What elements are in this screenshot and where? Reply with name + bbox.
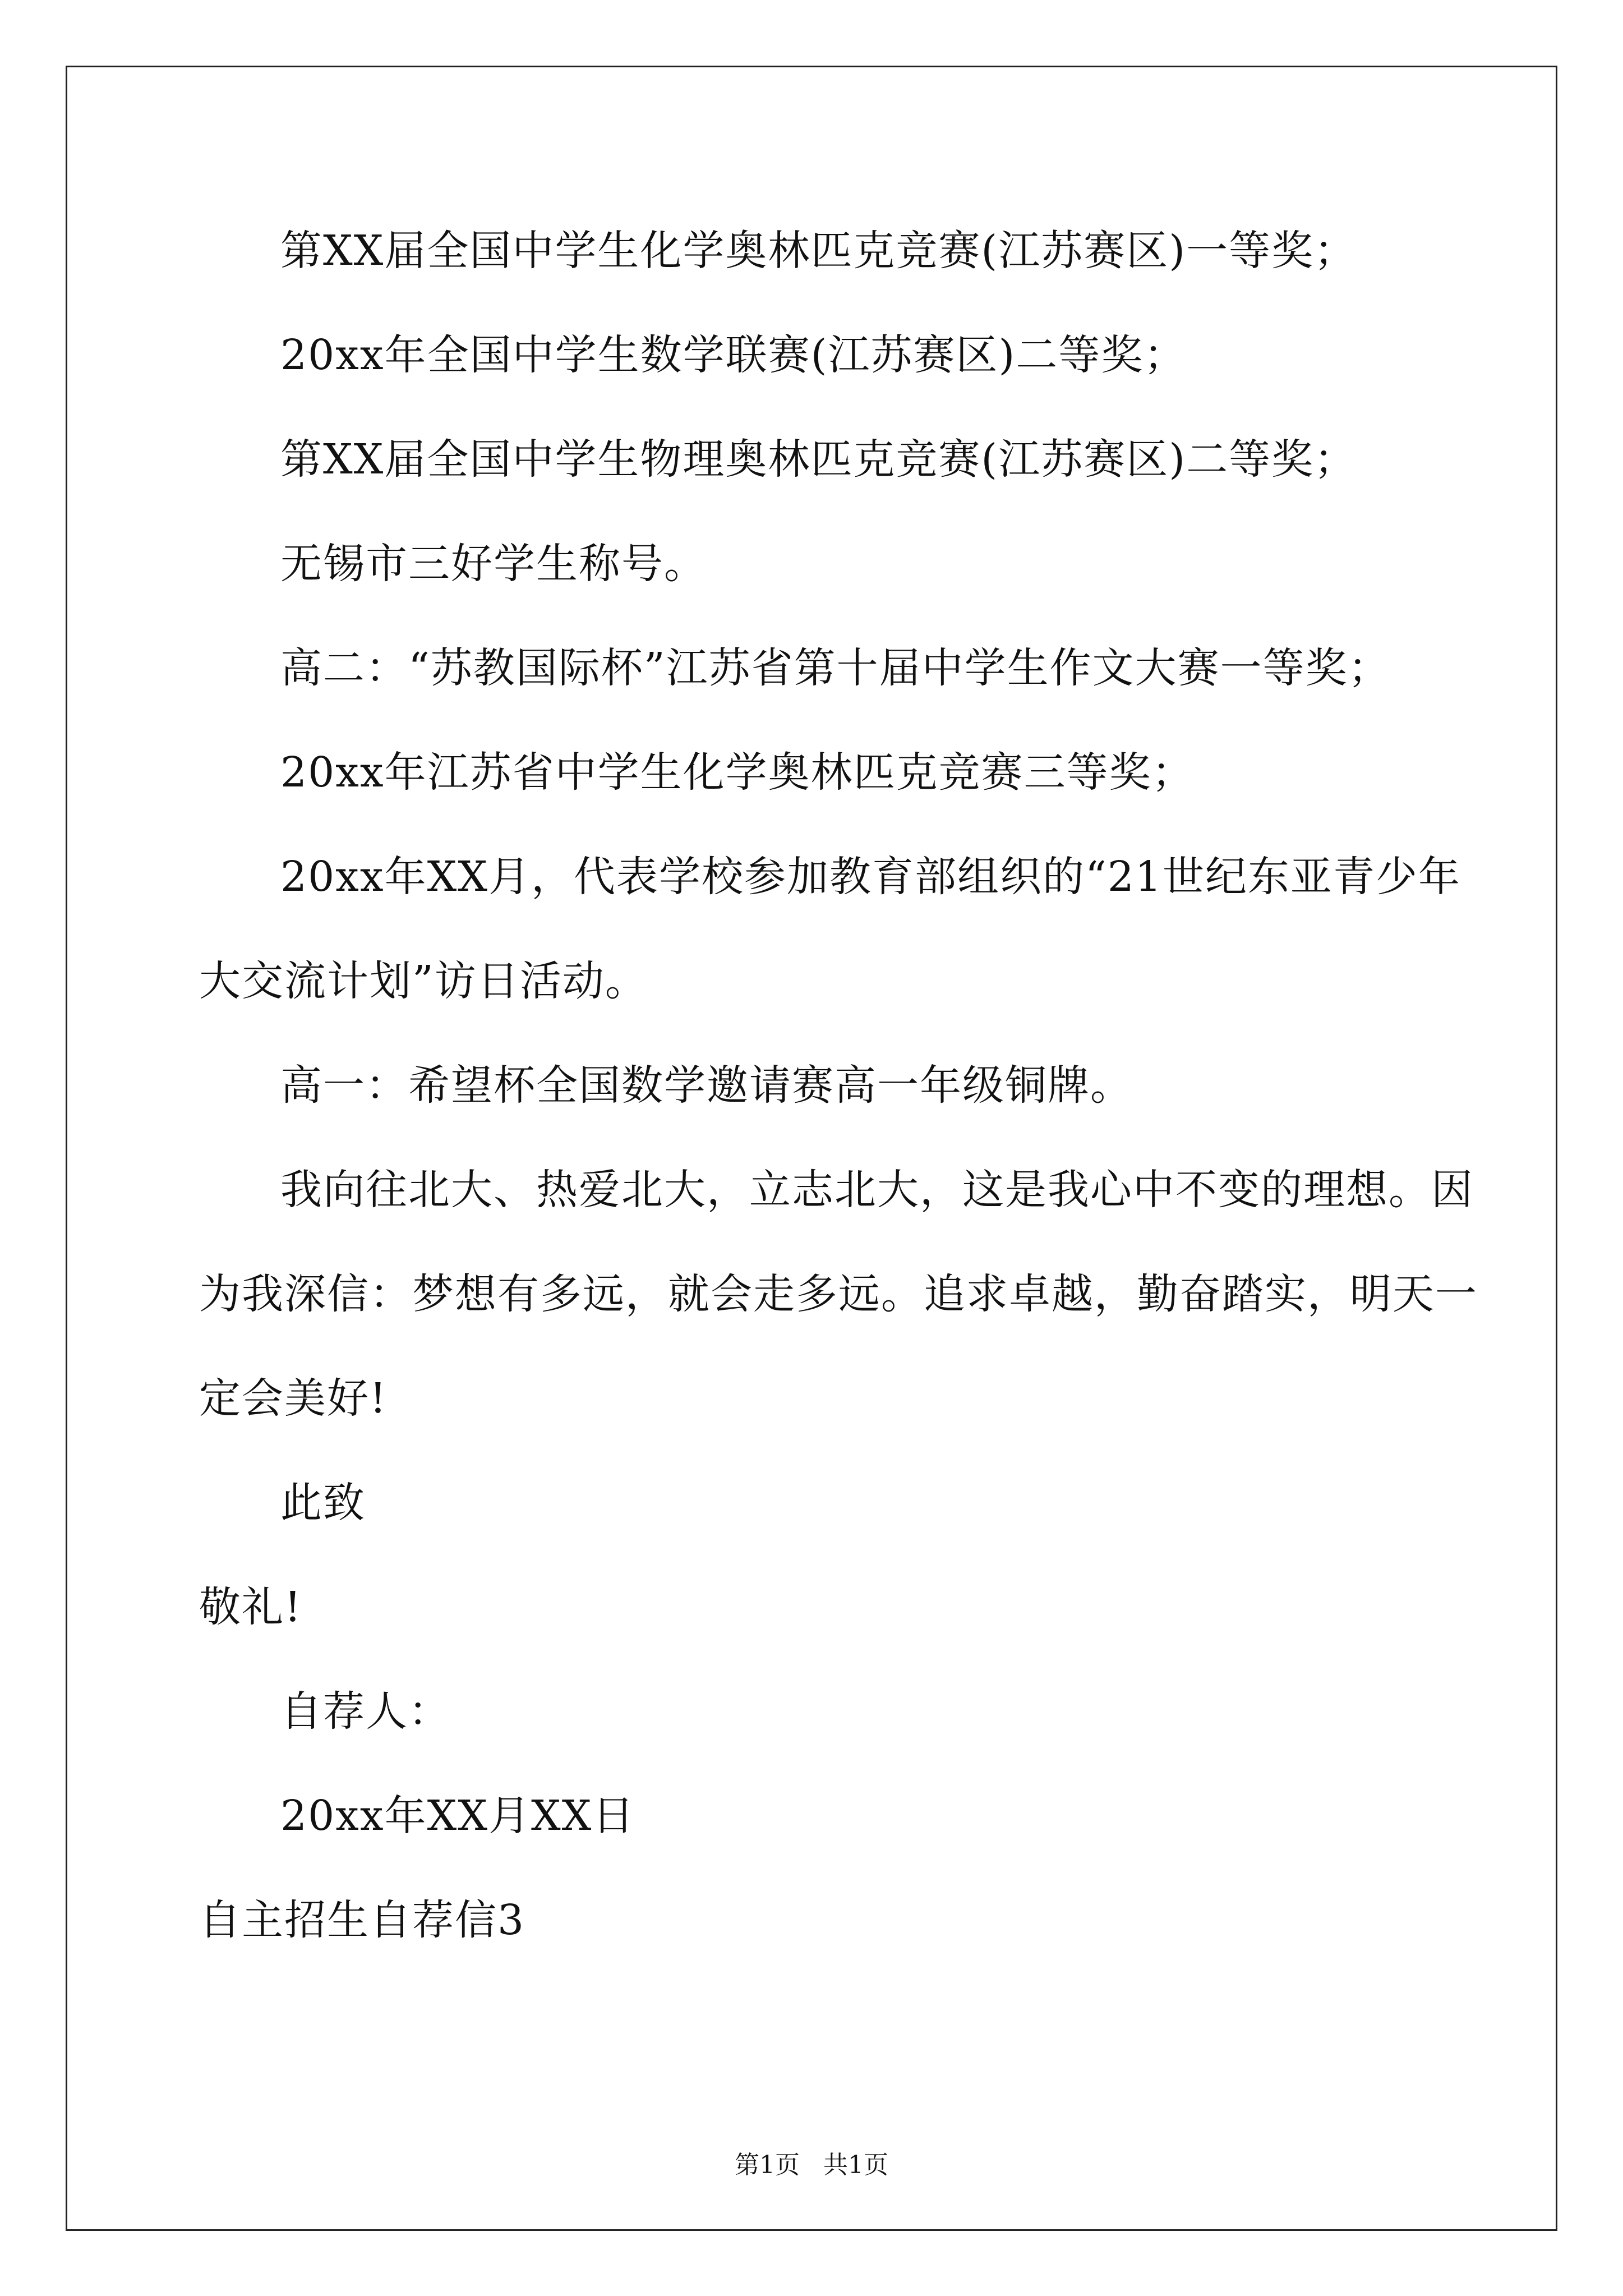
next-section-title: 自主招生自荐信3 — [199, 1896, 525, 1944]
paragraph-aspiration-line2: 为我深信：梦想有多远，就会走多远。追求卓越，勤奋踏实，明天一 — [199, 1270, 1478, 1318]
paragraph-grade2-essay: 高二：“苏教国际杯”江苏省第十届中学生作文大赛一等奖； — [280, 644, 1391, 692]
paragraph-aspiration-line3: 定会美好! — [199, 1374, 388, 1423]
paragraph-honor-student: 无锡市三好学生称号。 — [280, 540, 707, 588]
page-footer: 第1页 共1页 — [735, 2151, 888, 2179]
paragraph-aspiration-line1: 我向往北大、热爱北大，立志北大，这是我心中不变的理想。因 — [280, 1166, 1474, 1214]
signature-label: 自荐人： — [280, 1687, 451, 1736]
paragraph-grade1-math: 高一：希望杯全国数学邀请赛高一年级铜牌。 — [280, 1061, 1133, 1110]
paragraph-award-math: 20xx年全国中学生数学联赛(江苏赛区)二等奖； — [280, 331, 1187, 379]
paragraph-award-physics: 第XX届全国中学生物理奥林匹克竞赛(江苏赛区)二等奖； — [280, 435, 1357, 484]
paragraph-exchange-line2: 大交流计划”访日活动。 — [199, 957, 648, 1005]
paragraph-exchange-line1: 20xx年XX月，代表学校参加教育部组织的“21世纪东亚青少年 — [280, 853, 1461, 901]
signature-date: 20xx年XX月XX日 — [280, 1792, 635, 1840]
paragraph-provincial-chemistry: 20xx年江苏省中学生化学奥林匹克竞赛三等奖； — [280, 748, 1195, 797]
closing-regards: 敬礼! — [199, 1583, 302, 1631]
closing-salutation: 此致 — [280, 1479, 366, 1527]
paragraph-award-chemistry: 第XX届全国中学生化学奥林匹克竞赛(江苏赛区)一等奖； — [280, 227, 1357, 275]
